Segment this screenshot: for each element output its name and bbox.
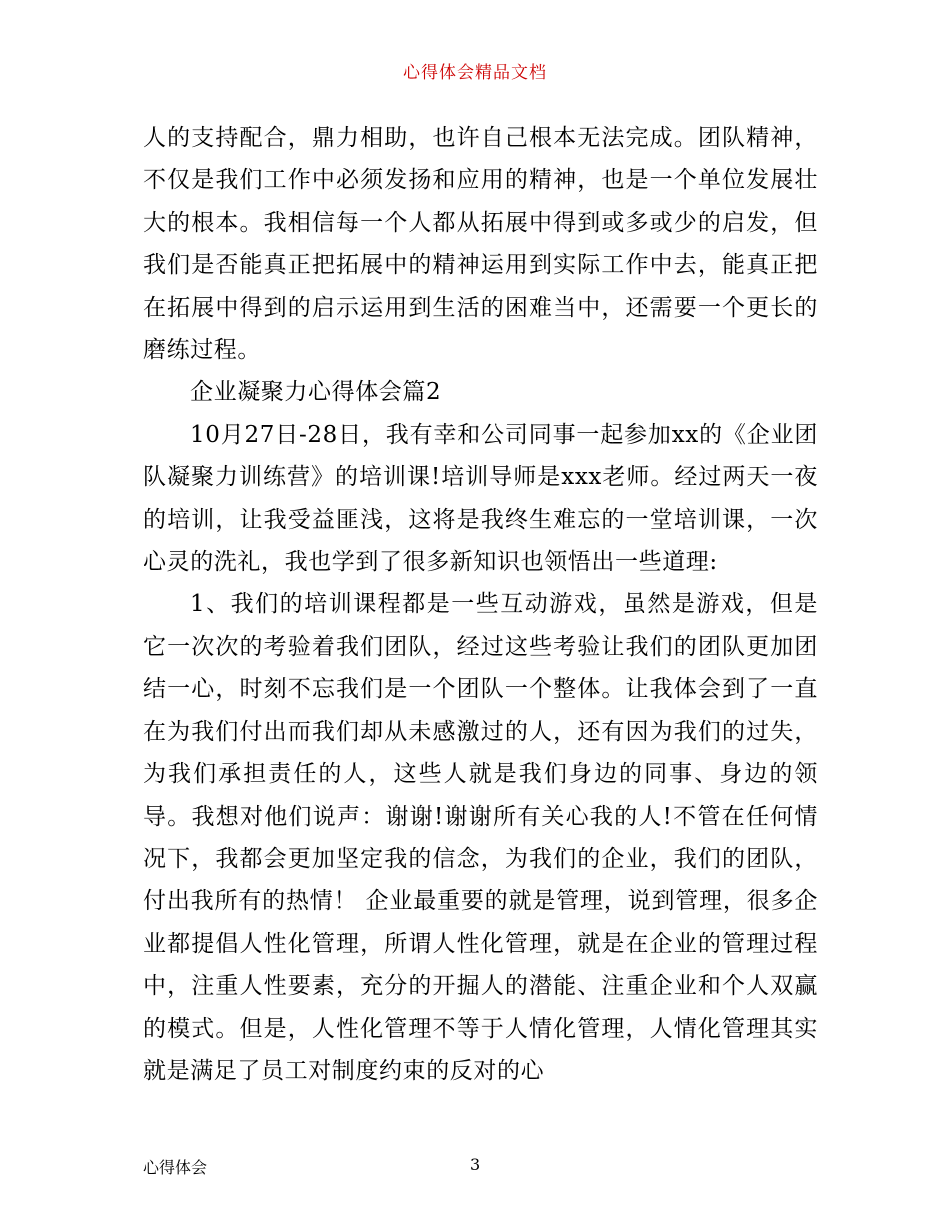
- footer-label: 心得体会: [143, 1158, 208, 1177]
- page-number: 3: [470, 1155, 481, 1174]
- document-body: [143, 117, 818, 1092]
- section-heading: 企业凝聚力心得体会篇2: [190, 379, 442, 406]
- header-title: 心得体会精品文档: [403, 63, 547, 83]
- paragraph-point-1: 1、我们的培训课程都是一些互动游戏，虽然是游戏，但是它一次次的考验着我们团队，经过这些考验让我们的团队更加团结一心，时刻不忘我们是一个团队一个整体。让我体会到了一直在为我们付出而我们却从未感激过的人，还有因为我们的过失，为我们承担责任的人，这些人就是我们身边的同事、身边的领导。我想对他们说声：谢谢!谢谢所有关心我的人!不管在任何情况下，我都会更加坚定我的信念，为我们的企业，我们的团队，付出我所有的热情！ 企业最重要的就是管理，说到管理，很多企业都提倡人性化管理，所谓人性化管理，就是在企业的管理过程中，注重人性要素，充分的开掘人的潜能、注重企业和个人双赢的模式。但是，人性化管理不等于人情化管理，人情化管理其实就是满足了员工对制度约束的反对的心: [143, 591, 818, 1084]
- paragraph-continuation: 人的支持配合，鼎力相助，也许自己根本无法完成。团队精神，不仅是我们工作中必须发扬和应用的精神，也是一个单位发展壮大的根本。我相信每一个人都从拓展中得到或多或少的启发，但我们是否能真正把拓展中的精神运用到实际工作中去，能真正把在拓展中得到的启示运用到生活的困难当中，还需要一个更长的磨练过程。: [143, 125, 818, 364]
- paragraph-intro: 10月27日-28日，我有幸和公司同事一起参加xx的《企业团队凝聚力训练营》的培训课!培训导师是xxx老师。经过两天一夜的培训，让我受益匪浅，这将是我终生难忘的一堂培训课，一次心灵的洗礼，我也学到了很多新知识也领悟出一些道理:: [143, 421, 818, 576]
